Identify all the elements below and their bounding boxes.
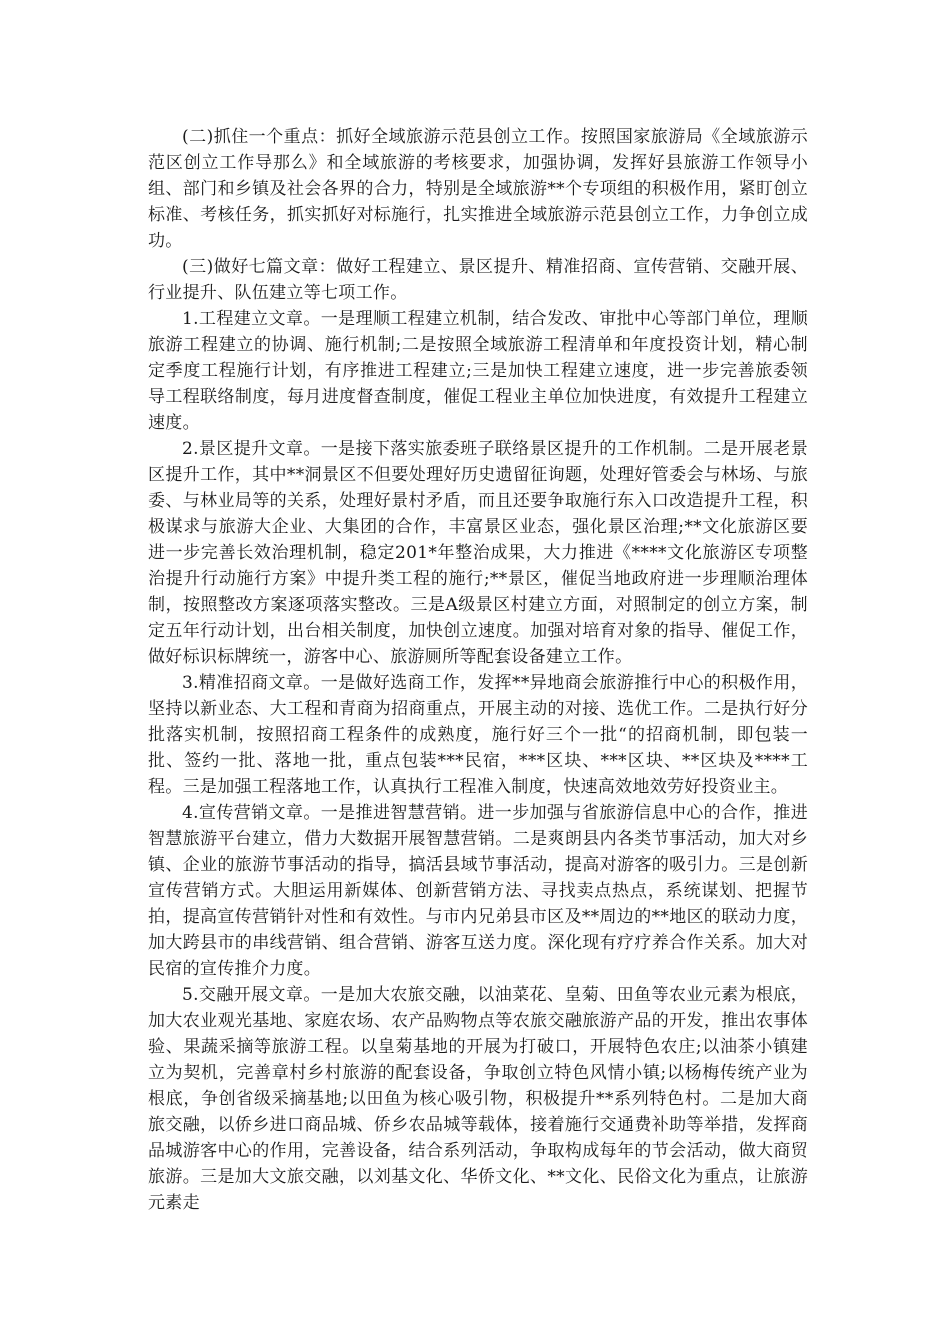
paragraph-scenic-upgrade: 2.景区提升文章。一是接下落实旅委班子联络景区提升的工作机制。二是开展老景区提升工作，其中**洞景区不但要处理好历史遗留征询题，处理好管委会与林场、与旅委、与林业局等的关系，处理好景村矛盾，而且还要争取施行东入口改造提升工程，积极谋求与旅游大企业、大集团的合作，丰富景区业态，强化景区治理;**文化旅游区要进一步完善长效治理机制，稳定201*年整治成果，大力推进《****文化旅游区专项整治提升行动施行方案》中提升类工程的施行;**景区，催促当地政府进一步理顺治理体制，按照整改方案逐项落实整改。三是A级景区村建立方面，对照制定的创立方案，制定五年行动计划，出台相关制度，加快创立速度。加强对培育对象的指导、催促工作，做好标识标牌统一，游客中心、旅游厕所等配套设备建立工作。 (148, 439, 808, 667)
paragraph-seven-articles: (三)做好七篇文章：做好工程建立、景区提升、精准招商、宣传营销、交融开展、行业提升、队伍建立等七项工作。 (148, 257, 808, 303)
paragraph-integration: 5.交融开展文章。一是加大农旅交融，以油菜花、皇菊、田鱼等农业元素为根底，加大农业观光基地、家庭农场、农产品购物点等农旅交融旅游产品的开发，推出农事体验、果蔬采摘等旅游工程。以皇菊基地的开展为打破口，开展特色农庄;以油茶小镇建立为契机，完善章村乡村旅游的配套设备，争取创立特色风情小镇;以杨梅传统产业为根底，争创省级采摘基地;以田鱼为核心吸引物，积极提升**系列特色村。二是加大商旅交融，以侨乡进口商品城、侨乡农品城等载体，接着施行交通费补助等举措，发挥商品城游客中心的作用，完善设备，结合系列活动，争取构成每年的节会活动，做大商贸旅游。三是加大文旅交融，以刘基文化、华侨文化、**文化、民俗文化为重点，让旅游元素走 (148, 985, 808, 1213)
document-body (148, 124, 808, 1216)
paragraph-key-focus: (二)抓住一个重点：抓好全域旅游示范县创立工作。按照国家旅游局《全域旅游示范区创立工作导那么》和全域旅游的考核要求，加强协调，发挥好县旅游工作领导小组、部门和乡镇及社会各界的合力，特别是全域旅游**个专项组的积极作用，紧盯创立标准、考核任务，抓实抓好对标施行，扎实推进全域旅游示范县创立工作，力争创立成功。 (148, 127, 808, 251)
paragraph-investment-attraction: 3.精准招商文章。一是做好选商工作，发挥**异地商会旅游推行中心的积极作用，坚持以新业态、大工程和青商为招商重点，开展主动的对接、选优工作。二是执行好分批落实机制，按照招商工程条件的成熟度，施行好三个一批“的招商机制，即包装一批、签约一批、落地一批，重点包装***民宿，***区块、***区块、**区块及****工程。三是加强工程落地工作，认真执行工程准入制度，快速高效地效劳好投资业主。 (148, 673, 808, 797)
paragraph-marketing: 4.宣传营销文章。一是推进智慧营销。进一步加强与省旅游信息中心的合作，推进智慧旅游平台建立，借力大数据开展智慧营销。二是爽朗县内各类节事活动，加大对乡镇、企业的旅游节事活动的指导，搞活县域节事活动，提高对游客的吸引力。三是创新宣传营销方式。大胆运用新媒体、创新营销方法、寻找卖点热点，系统谋划、把握节拍，提高宣传营销针对性和有效性。与市内兄弟县市区及**周边的**地区的联动力度，加大跨县市的串线营销、组合营销、游客互送力度。深化现有疗疗养合作关系。加大对民宿的宣传推介力度。 (148, 803, 808, 979)
paragraph-project-construction: 1.工程建立文章。一是理顺工程建立机制，结合发改、审批中心等部门单位，理顺旅游工程建立的协调、施行机制;二是按照全域旅游工程清单和年度投资计划，精心制定季度工程施行计划，有序推进工程建立;三是加快工程建立速度，进一步完善旅委领导工程联络制度，每月进度督查制度，催促工程业主单位加快进度，有效提升工程建立速度。 (148, 309, 808, 433)
